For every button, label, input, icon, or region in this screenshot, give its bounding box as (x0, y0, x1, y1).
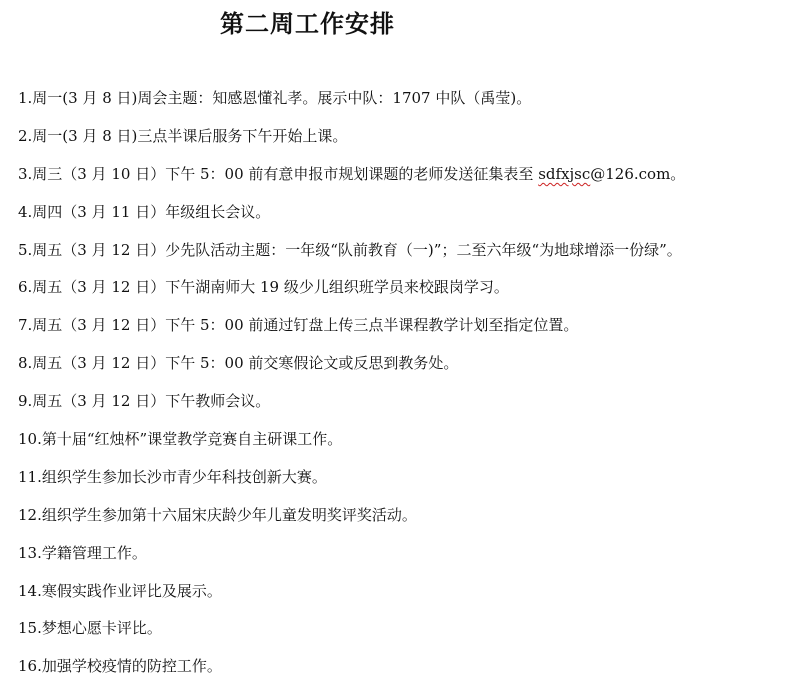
schedule-item-16: 16.加强学校疫情的防控工作。 (18, 657, 222, 676)
page-title: 第二周工作安排 (220, 10, 395, 38)
schedule-item-11: 11.组织学生参加长沙市青少年科技创新大赛。 (18, 467, 327, 486)
schedule-item-3 (18, 159, 798, 197)
schedule-item-2: 2.周一(3 月 8 日)三点半课后服务下午开始上课。 (18, 126, 348, 145)
schedule-item-4: 4.周四（3 月 11 日）年级组长会议。 (18, 202, 271, 221)
schedule-list (18, 83, 798, 689)
schedule-item-8: 8.周五（3 月 12 日）下午 5：00 前交寒假论文或反思到教务处。 (18, 354, 459, 373)
schedule-item-10: 10.第十届“红烛杯”课堂教学竞赛自主研课工作。 (18, 430, 343, 449)
schedule-item-9: 9.周五（3 月 12 日）下午教师会议。 (18, 392, 271, 411)
schedule-item-14: 14.寒假实践作业评比及展示。 (18, 581, 222, 600)
schedule-item-7: 7.周五（3 月 12 日）下午 5：00 前通过钉盘上传三点半课程教学计划至指定位置。 (18, 316, 579, 335)
schedule-item-5: 5.周五（3 月 12 日）少先队活动主题：一年级“队前教育（一)”；二至六年级“为地球增添一份绿”。 (18, 240, 682, 259)
email-link[interactable]: sdfxjsc (538, 164, 591, 183)
schedule-item-6: 6.周五（3 月 12 日）下午湖南师大 19 级少儿组织班学员来校跟岗学习。 (18, 278, 509, 297)
schedule-item-15: 15.梦想心愿卡评比。 (18, 619, 162, 638)
schedule-item-12: 12.组织学生参加第十六届宋庆龄少年儿童发明奖评奖活动。 (18, 505, 417, 524)
schedule-item-1: 1.周一(3 月 8 日)周会主题：知感恩懂礼孝。展示中队：1707 中队（禹莹)。 (18, 89, 532, 107)
schedule-item-3-suffix: @126.com。 (590, 164, 686, 183)
schedule-item-3-text: 3.周三（3 月 10 日）下午 5：00 前有意申报市规划课题的老师发送征集表至 (18, 164, 539, 183)
schedule-item-13: 13.学籍管理工作。 (18, 543, 147, 562)
